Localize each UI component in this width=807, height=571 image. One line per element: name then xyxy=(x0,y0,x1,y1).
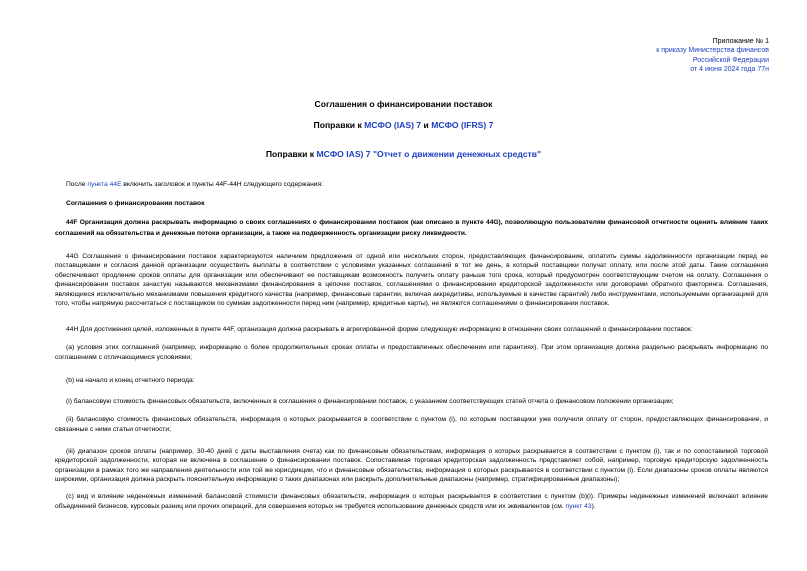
intro-paragraph xyxy=(55,180,768,190)
intro-after: включить заголовок и пункты 44F-44H следующего содержания: xyxy=(121,181,324,188)
amendments-and: и xyxy=(421,120,432,130)
paragraph-44f xyxy=(55,218,768,239)
ias7-cashflow-link[interactable]: МСФО IAS) 7 "Отчет о движении денежных средств" xyxy=(316,149,542,159)
clause-b-text: (b) на начало и конец отчетного периода: xyxy=(66,377,195,384)
section-heading-text: Соглашения о финансировании поставок xyxy=(66,200,205,207)
clause-b-ii xyxy=(55,415,768,434)
intro-before: После xyxy=(66,181,88,188)
ias7-amendments-title xyxy=(0,149,807,159)
section-heading xyxy=(55,199,768,209)
appendix-number: Приложание № 1 xyxy=(712,38,769,45)
clause-b xyxy=(55,376,768,386)
clause-a xyxy=(55,343,768,362)
clause-b-iii xyxy=(55,447,768,485)
clause-b-i xyxy=(55,397,768,407)
paragraph-44h-text: 44H Для достижения целей, изложенных в пункте 44F, организация должна раскрывать в агрегированной форме следующую информацию в отношении своих соглашений о финансировании поставок: xyxy=(66,326,693,333)
clause-c-end: ). xyxy=(591,502,596,510)
paragraph-43-link[interactable]: пункт 43 xyxy=(565,502,592,510)
paragraph-44e-link[interactable]: пункта 44E xyxy=(87,181,122,188)
paragraph-44f-text: 44F Организация должна раскрывать информацию о своих соглашениях о финансировании поставок (как описано в пункте 44G), позволяющую пользователям финансовой отчетности оценить влияние таких соглашений на обязательства и денежные потоки организации, а также на подверженность организации риску ликвидности. xyxy=(55,219,768,237)
paragraph-44h xyxy=(55,325,768,335)
clause-a-text: (a) условия этих соглашений (например, информацию о более продолжительных сроках оплаты и предоставленных обеспечении или гарантиях). При этом организация должна раздельно раскрывать информацию по соглашениям с отличающимися условиями; xyxy=(55,344,768,361)
amendments-prefix: Поправки к xyxy=(313,120,365,130)
paragraph-44g xyxy=(55,252,768,308)
clause-b-iii-text: (iii) диапазон сроков оплаты (например, 30-40 дней с даты выставления счета) как по финансовым обязательствам, информация о которых раскрывается в соответствии с пунктом (i), так и по сопоставимой торговой кредиторской задолженности, которая не включена в соглашение о финансировании поставок. Сопоставимая торговая кредиторская задолженность представляет собой, например, торговую кредиторскую задолженность организации в рамках того же направления деятельности или той же юрисдикции, что и финансовые обязательства, информация о которых раскрывается в соответствии с пунктом (i). Если диапазоны сроков оплаты являются широкими, организация должна раскрыть пояснительную информацию о таких диапазонах или раскрыть дополнительные диапазоны (например, стратифицированные диапазоны); xyxy=(55,448,768,484)
appendix-header xyxy=(549,37,769,74)
amendments-title xyxy=(0,120,807,130)
clause-b-ii-text: (ii) балансовую стоимость финансовых обязательств, информация о которых раскрывается в соответствии с пунктом (i), по которым поставщики уже получили оплату от сторон, предоставляющих финансирование, и связанные с ними статьи отчетности; xyxy=(55,416,768,433)
ias7-amendments-prefix: Поправки к xyxy=(265,149,317,159)
appendix-ministry-link[interactable]: Российской Федерации xyxy=(692,56,769,64)
ifrs7-link[interactable]: МСФО (IFRS) 7 xyxy=(431,120,494,130)
ias7-link[interactable]: МСФО (IAS) 7 xyxy=(364,120,422,130)
document-title: Соглашения о финансировании поставок xyxy=(314,99,493,109)
clause-b-i-text: (i) балансовую стоимость финансовых обязательств, включенных в соглашения о финансировании поставок, с указанием соответствующих статей отчета о финансовом положении организации; xyxy=(66,398,674,405)
appendix-date-link[interactable]: от 4 июня 2024 года 77н xyxy=(690,65,769,73)
clause-c-text: (c) вид и влияние неденежных изменений балансовой стоимости финансовых обязательств, информация о которых раскрывается в соответствии с пунктом (b)(i). Примеры неденежных изменений включают влияние объединений бизнесов, курсовых разниц или прочих операций, для совершения которых не требуется использование денежных средств или их эквивалентов (см. xyxy=(55,493,768,510)
appendix-order-link[interactable]: к приказу Министерства финансов xyxy=(656,47,769,55)
clause-c xyxy=(55,492,768,511)
paragraph-44g-text: 44G Соглашения о финансировании поставок характеризуются наличием предложения от одной или нескольких сторон, предоставляющих финансирование, оплатить суммы задолженности организации перед ее поставщиками и согласия данной организации осуществить выплаты в соответствии с условиями указанных соглашений в тот же день, в который поставщики получат оплату, или после этой даты. Такие соглашения обеспечивают продление сроков оплаты для организации или обеспечивают ее поставщикам возможность получить оплату раньше того срока, который предусмотрен соответствующим счетом на оплату. Соглашения о финансировании поставок зачастую называются механизмами финансирования в цепочке поставок, соглашениями о финансировании кредиторской задолженности или договорами обратного факторинга. Соглашения, являющиеся исключительно механизмами повышения кредитного качества (например, финансовые гарантии, включая аккредитивы, используемые в качестве гарантий) либо инструментами, используемыми организацией для того, чтобы напрямую рассчитаться с поставщиком по суммам задолженности перед ним (например, кредитные карты), не являются соглашениями о финансировании поставок. xyxy=(55,253,768,308)
